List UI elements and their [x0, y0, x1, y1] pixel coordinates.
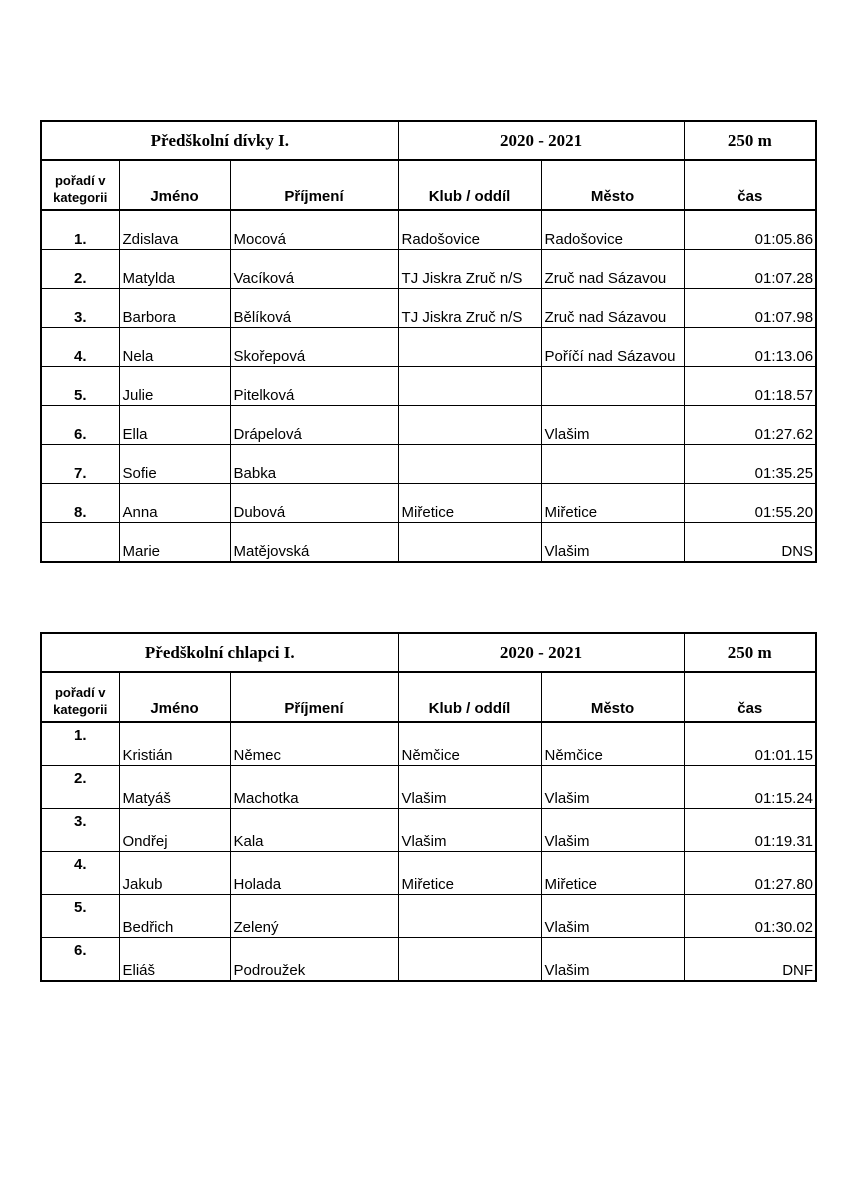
last-name-cell: Dubová [230, 484, 398, 523]
time-cell: 01:27.80 [684, 852, 816, 895]
city-cell: Poříčí nad Sázavou [541, 328, 684, 367]
city-cell [541, 367, 684, 406]
club-cell: Miřetice [398, 484, 541, 523]
city-cell: Vlašim [541, 766, 684, 809]
city-cell: Němčice [541, 722, 684, 766]
club-cell [398, 938, 541, 982]
time-cell: DNS [684, 523, 816, 563]
rank-cell: 2. [41, 250, 119, 289]
time-cell: 01:15.24 [684, 766, 816, 809]
rank-cell: 1. [41, 210, 119, 250]
first-name-cell: Kristián [119, 722, 230, 766]
table-row [41, 722, 816, 766]
first-name-cell: Matylda [119, 250, 230, 289]
time-cell: 01:19.31 [684, 809, 816, 852]
last-name-cell: Skořepová [230, 328, 398, 367]
header-club: Klub / oddíl [398, 160, 541, 210]
distance: 250 m [684, 633, 816, 672]
first-name-cell: Sofie [119, 445, 230, 484]
last-name-cell: Kala [230, 809, 398, 852]
city-cell: Zruč nad Sázavou [541, 289, 684, 328]
header-first-name: Jméno [119, 160, 230, 210]
club-cell [398, 895, 541, 938]
header-category: pořadí v kategorii [41, 672, 119, 722]
club-cell: TJ Jiskra Zruč n/S [398, 289, 541, 328]
header-club: Klub / oddíl [398, 672, 541, 722]
city-cell [541, 445, 684, 484]
table-row [41, 484, 816, 523]
last-name-cell: Pitelková [230, 367, 398, 406]
header-first-name: Jméno [119, 672, 230, 722]
first-name-cell: Ondřej [119, 809, 230, 852]
rank-cell: 5. [41, 367, 119, 406]
rank-cell: 3. [41, 809, 119, 852]
table-row [41, 766, 816, 809]
table-row [41, 210, 816, 250]
header-time: čas [684, 160, 816, 210]
header-time: čas [684, 672, 816, 722]
club-cell: Vlašim [398, 766, 541, 809]
table-row [41, 445, 816, 484]
table-row [41, 367, 816, 406]
last-name-cell: Podroužek [230, 938, 398, 982]
city-cell: Vlašim [541, 406, 684, 445]
first-name-cell: Marie [119, 523, 230, 563]
city-cell: Vlašim [541, 809, 684, 852]
time-cell: 01:30.02 [684, 895, 816, 938]
results-body [41, 121, 816, 562]
header-last-name: Příjmení [230, 672, 398, 722]
season: 2020 - 2021 [398, 633, 684, 672]
rank-cell: 3. [41, 289, 119, 328]
time-cell: 01:35.25 [684, 445, 816, 484]
club-cell: TJ Jiskra Zruč n/S [398, 250, 541, 289]
table-row [41, 809, 816, 852]
time-cell: 01:07.28 [684, 250, 816, 289]
time-cell: 01:07.98 [684, 289, 816, 328]
time-cell: 01:01.15 [684, 722, 816, 766]
last-name-cell: Drápelová [230, 406, 398, 445]
rank-cell: 1. [41, 722, 119, 766]
last-name-cell: Mocová [230, 210, 398, 250]
first-name-cell: Matyáš [119, 766, 230, 809]
rank-cell: 7. [41, 445, 119, 484]
table-row [41, 895, 816, 938]
time-cell: 01:13.06 [684, 328, 816, 367]
table-row [41, 328, 816, 367]
last-name-cell: Machotka [230, 766, 398, 809]
header-row [41, 160, 816, 210]
time-cell: 01:05.86 [684, 210, 816, 250]
last-name-cell: Bělíková [230, 289, 398, 328]
club-cell [398, 406, 541, 445]
club-cell [398, 523, 541, 563]
category-title: Předškolní dívky I. [41, 121, 398, 160]
club-cell [398, 328, 541, 367]
last-name-cell: Babka [230, 445, 398, 484]
time-cell: 01:55.20 [684, 484, 816, 523]
results-table-boys [40, 632, 817, 982]
club-cell [398, 367, 541, 406]
first-name-cell: Nela [119, 328, 230, 367]
city-cell: Vlašim [541, 938, 684, 982]
distance: 250 m [684, 121, 816, 160]
city-cell: Miřetice [541, 484, 684, 523]
rank-cell: 2. [41, 766, 119, 809]
club-cell [398, 445, 541, 484]
results-body [41, 633, 816, 981]
rank-cell: 4. [41, 852, 119, 895]
club-cell: Němčice [398, 722, 541, 766]
club-cell: Miřetice [398, 852, 541, 895]
city-cell: Miřetice [541, 852, 684, 895]
time-cell: DNF [684, 938, 816, 982]
club-cell: Vlašim [398, 809, 541, 852]
table-row [41, 938, 816, 982]
last-name-cell: Vacíková [230, 250, 398, 289]
header-row [41, 672, 816, 722]
club-cell: Radošovice [398, 210, 541, 250]
table-title-row [41, 633, 816, 672]
time-cell: 01:27.62 [684, 406, 816, 445]
header-city: Město [541, 160, 684, 210]
rank-cell: 6. [41, 406, 119, 445]
first-name-cell: Ella [119, 406, 230, 445]
table-row [41, 523, 816, 563]
city-cell: Radošovice [541, 210, 684, 250]
last-name-cell: Holada [230, 852, 398, 895]
table-row [41, 406, 816, 445]
last-name-cell: Zelený [230, 895, 398, 938]
rank-cell: 5. [41, 895, 119, 938]
last-name-cell: Němec [230, 722, 398, 766]
first-name-cell: Bedřich [119, 895, 230, 938]
city-cell: Zruč nad Sázavou [541, 250, 684, 289]
table-row [41, 250, 816, 289]
rank-cell [41, 523, 119, 563]
first-name-cell: Barbora [119, 289, 230, 328]
rank-cell: 6. [41, 938, 119, 982]
city-cell: Vlašim [541, 895, 684, 938]
first-name-cell: Jakub [119, 852, 230, 895]
first-name-cell: Eliáš [119, 938, 230, 982]
header-city: Město [541, 672, 684, 722]
results-table-girls [40, 120, 817, 563]
city-cell: Vlašim [541, 523, 684, 563]
first-name-cell: Zdislava [119, 210, 230, 250]
rank-cell: 4. [41, 328, 119, 367]
table-row [41, 852, 816, 895]
table-row [41, 289, 816, 328]
time-cell: 01:18.57 [684, 367, 816, 406]
table-title-row [41, 121, 816, 160]
first-name-cell: Julie [119, 367, 230, 406]
first-name-cell: Anna [119, 484, 230, 523]
header-category: pořadí v kategorii [41, 160, 119, 210]
rank-cell: 8. [41, 484, 119, 523]
header-last-name: Příjmení [230, 160, 398, 210]
category-title: Předškolní chlapci I. [41, 633, 398, 672]
season: 2020 - 2021 [398, 121, 684, 160]
last-name-cell: Matějovská [230, 523, 398, 563]
